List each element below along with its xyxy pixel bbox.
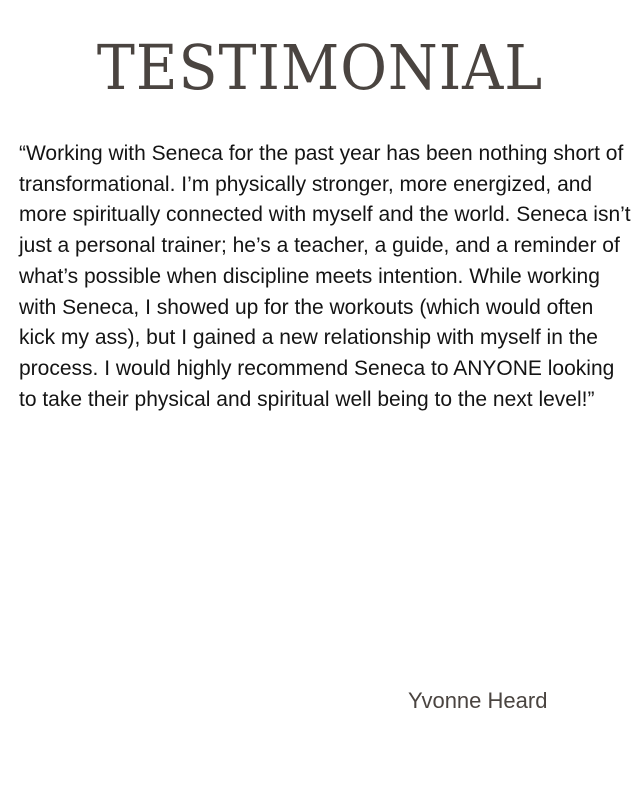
testimonial-author: Yvonne Heard — [408, 688, 548, 713]
page-title: TESTIMONIAL — [96, 31, 544, 104]
testimonial-quote: “Working with Seneca for the past year has been nothing short of transformational. I’m physically stronger, more energized, and more spiritually connected with myself and the world. Seneca isn’t just a personal trainer; he’s a teacher, a guide, and a reminder of what’s possible when discipline meets intention. While working with Seneca, I showed up for the workouts (which would often kick my ass), but I gained a new relationship with myself in the process. I would highly recommend Seneca to ANYONE looking to take their physical and spiritual well being to the next level!” — [19, 142, 631, 411]
